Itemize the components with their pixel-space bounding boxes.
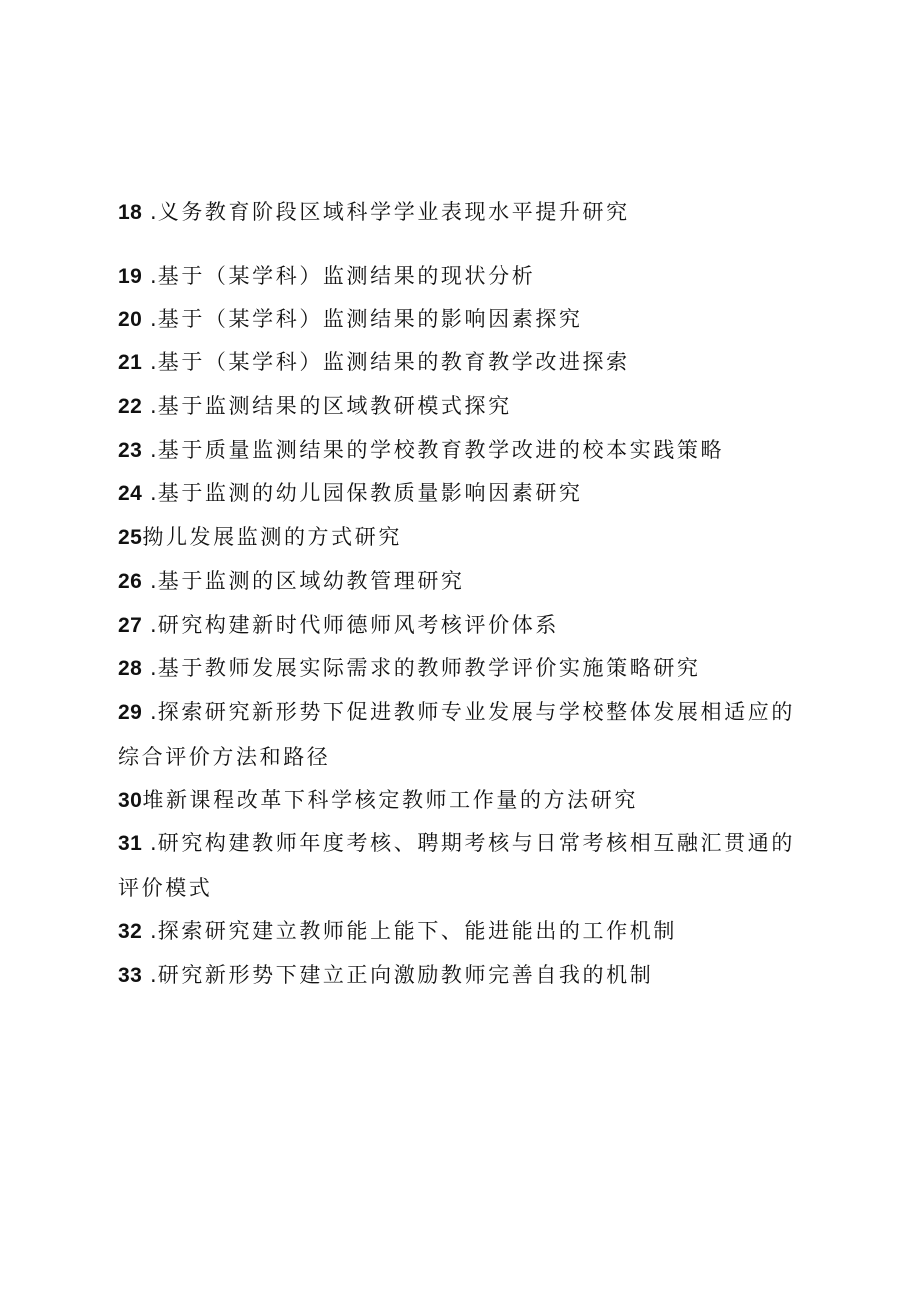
item-separator: . <box>142 569 158 593</box>
item-number: 32 <box>118 920 143 943</box>
item-number: 20 <box>118 308 143 331</box>
item-number: 18 <box>118 201 143 224</box>
item-text: 基于监测的幼儿园保教质量影响因素研究 <box>157 481 583 505</box>
item-text: 研究构建教师年度考核、聘期考核与日常考核相互融汇贯通的 <box>157 831 795 855</box>
item-separator: . <box>142 264 158 288</box>
item-separator: . <box>142 613 158 637</box>
item-text: 探索研究新形势下促进教师专业发展与学校整体发展相适应的 <box>157 700 795 724</box>
item-text: 拗儿发展监测的方式研究 <box>142 525 402 549</box>
item-separator: . <box>142 656 158 680</box>
list-item <box>118 909 808 954</box>
item-text: 义务教育阶段区域科学学业表现水平提升研究 <box>157 200 630 224</box>
list-item <box>118 190 808 235</box>
item-text: 研究新形势下建立正向激励教师完善自我的机制 <box>157 963 654 987</box>
list-item <box>118 428 808 473</box>
item-text: 探索研究建立教师能上能下、能进能出的工作机制 <box>157 919 677 943</box>
item-text: 基于（某学科）监测结果的教育教学改进探索 <box>157 350 630 374</box>
item-number: 29 <box>118 701 143 724</box>
item-text: 研究构建新时代师德师风考核评价体系 <box>157 613 559 637</box>
item-continuation: 综合评价方法和路径 <box>118 745 331 769</box>
list-item <box>118 254 808 299</box>
item-separator: . <box>142 481 158 505</box>
item-text: 堆新课程改革下科学核定教师工作量的方法研究 <box>142 788 638 812</box>
item-number: 19 <box>118 265 143 288</box>
list-item <box>118 646 808 691</box>
item-separator: . <box>142 350 158 374</box>
list-item <box>118 953 808 998</box>
list-item <box>118 559 808 604</box>
item-number: 28 <box>118 657 143 680</box>
item-continuation: 评价模式 <box>118 876 213 900</box>
item-number: 27 <box>118 614 143 637</box>
item-number: 30 <box>118 789 143 812</box>
list-item <box>118 384 808 429</box>
item-number: 22 <box>118 395 143 418</box>
item-number: 23 <box>118 439 143 462</box>
item-number: 24 <box>118 482 143 505</box>
item-number: 21 <box>118 351 143 374</box>
list-item <box>118 821 808 910</box>
list-item <box>118 690 808 779</box>
item-separator: . <box>142 831 158 855</box>
item-text: 基于质量监测结果的学校教育教学改进的校本实践策略 <box>157 438 725 462</box>
item-separator: . <box>142 394 158 418</box>
item-separator: . <box>142 307 158 331</box>
item-number: 26 <box>118 570 143 593</box>
list-item <box>118 603 808 648</box>
item-text: 基于（某学科）监测结果的影响因素探究 <box>157 307 583 331</box>
item-text: 基于监测的区域幼教管理研究 <box>157 569 465 593</box>
item-text: 基于教师发展实际需求的教师教学评价实施策略研究 <box>157 656 701 680</box>
list-item <box>118 515 808 560</box>
list-item <box>118 778 808 823</box>
item-separator: . <box>142 700 158 724</box>
item-separator: . <box>142 919 158 943</box>
item-number: 25 <box>118 526 143 549</box>
item-text: 基于监测结果的区域教研模式探究 <box>157 394 512 418</box>
item-separator: . <box>142 200 158 224</box>
item-number: 33 <box>118 964 143 987</box>
item-number: 31 <box>118 832 143 855</box>
list-item <box>118 297 808 342</box>
item-separator: . <box>142 438 158 462</box>
item-text: 基于（某学科）监测结果的现状分析 <box>157 264 536 288</box>
item-separator: . <box>142 963 158 987</box>
list-item <box>118 340 808 385</box>
list-item <box>118 471 808 516</box>
